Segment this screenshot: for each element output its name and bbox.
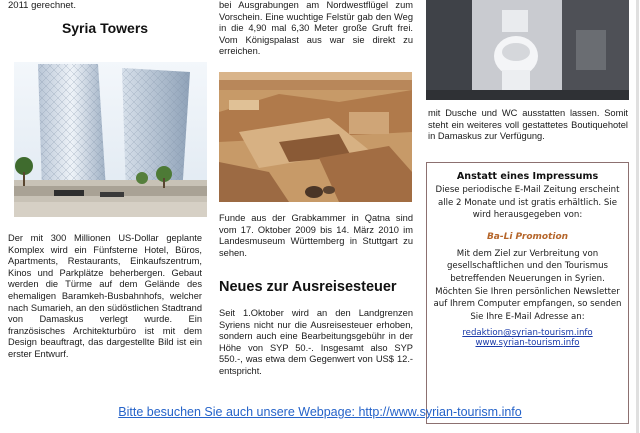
impressum-text-2: Mit dem Ziel zur Verbreitung von gesellschaftlichen und den Tourismus betreffenden Neuerungen in Syrien. Möchten Sie Ihren persönlichen Newsletter auf Ihrem Computer empfangen, so senden Sie Ihre E-Mail Adresse an:: [433, 248, 622, 322]
syria-towers-image: [14, 62, 207, 217]
impressum-email-link[interactable]: redaktion@syrian-tourism.info: [462, 328, 593, 339]
col1-top-text: 2011 gerechnet.: [8, 0, 76, 11]
impressum-box: [426, 162, 629, 424]
qatna-caption: Funde aus der Grabkammer in Qatna sind vom 17. Oktober 2009 bis 14. März 2010 im Landesmuseum Württemberg in Stuttgart zu sehen.: [219, 213, 413, 258]
impressum-web-link[interactable]: www.syrian-tourism.info: [475, 337, 580, 348]
impressum-text-1: Diese periodische E-Mail Zeitung erscheint alle 2 Monate und ist gratis erhältlich. Sie wird herausgegeben von:: [435, 185, 620, 221]
col3-body: mit Dusche und WC ausstatten lassen. Somit steht ein weiteres voll gestattetes Boutiquehotel in Damaskus zur Verfügung.: [428, 108, 628, 142]
ausreisesteuer-heading: Neues zur Ausreisesteuer: [219, 279, 397, 295]
qatna-excavation-image: [219, 72, 412, 202]
impressum-brand: Ba-Li Promotion: [486, 231, 569, 242]
syria-towers-body: Der mit 300 Millionen US-Dollar geplante Komplex wird ein Fünfsterne Hotel, Büros, Apartments, Restaurants, Einkaufszentrum, Kinos und Parkplätze beherbergen. Gebaut werden die Türme auf dem Gelände des ehemaligen Baramkeh-Busbahnhofs, welcher nach Sumarieh, an den südöstlichen Stadtrand von Damaskus verlegt wurde. Ein französisches Architekturbüro ist mit dem Design beauftragt, das dargestellte Bild ist ein erster Entwurf.: [8, 233, 202, 359]
page-edge-divider: [636, 0, 639, 433]
syria-towers-heading: Syria Towers: [61, 20, 149, 36]
footer-webpage-link[interactable]: Bitte besuchen Sie auch unsere Webpage: http://www.syrian-tourism.info: [118, 405, 522, 419]
ausreisesteuer-body: Seit 1.Oktober wird an den Landgrenzen Syriens nicht nur die Ausreisesteuer erhoben, sondern auch eine Bearbeitungsgebühr in der Höhe von SYP 50.-. Insgesamt also SYP 550.-, was etwa dem Gegenwert von US$ 12.- entspricht.: [219, 308, 413, 376]
col2-top-text: bei Ausgrabungen am Nordwestflügel zum Vorschein. Eine wuchtige Felstür gab den Weg in die 4,90 mal 6,30 Meter große Gruft frei. Vom Königspalast aus war sie direkt zu erreichen.: [219, 0, 413, 57]
impressum-title: Anstatt eines Impressums: [456, 171, 599, 182]
bathroom-image: [426, 0, 629, 100]
